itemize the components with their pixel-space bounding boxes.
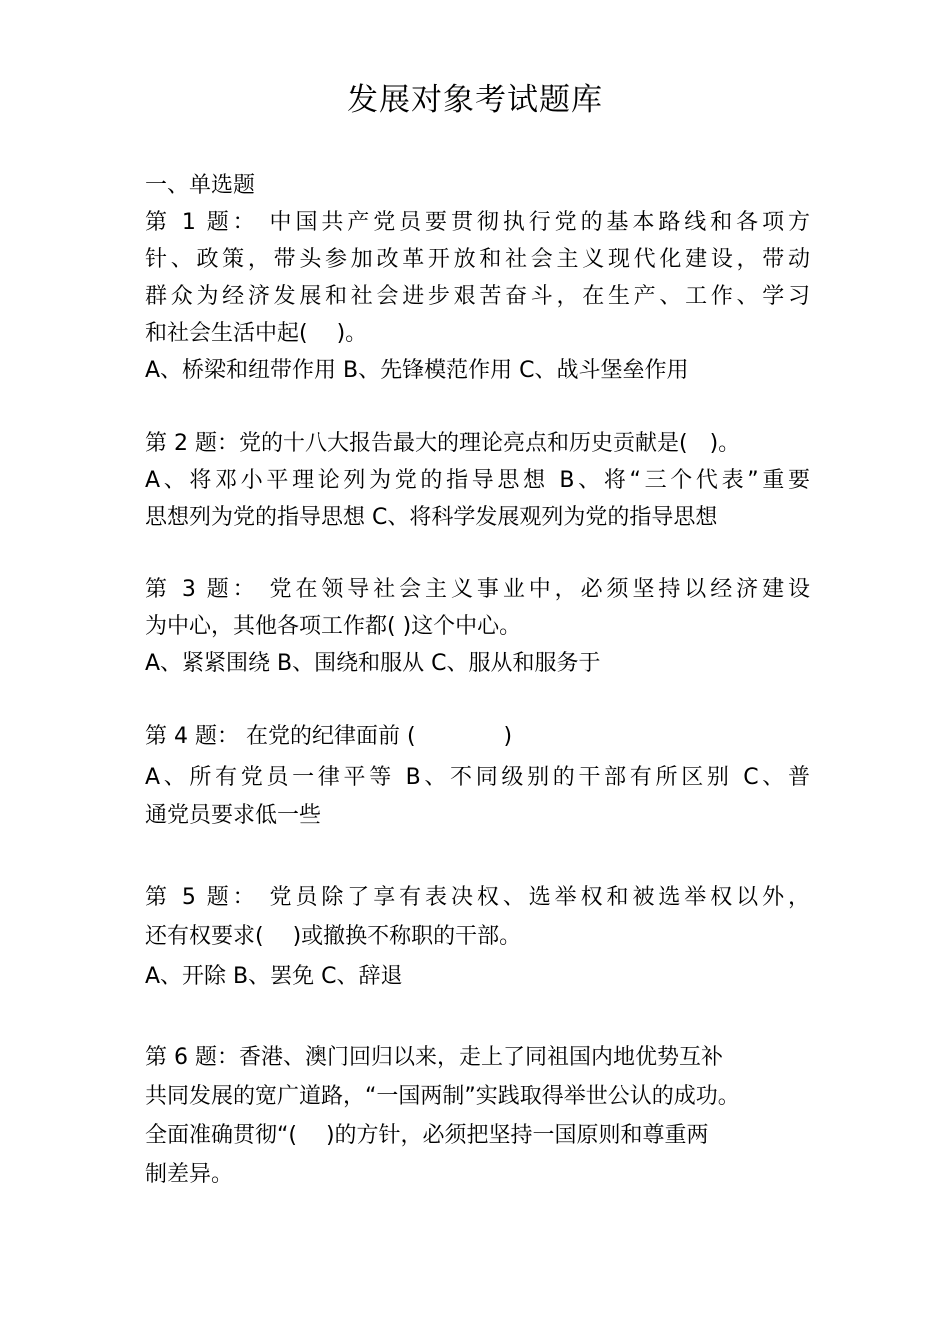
- question-6-line-2: 共同发展的宽广道路，“一国两制”实践取得举世公认的成功。: [145, 1084, 740, 1109]
- question-5-line-1: 第 5 题： 党员除了享有表决权、选举权和被选举权以外，: [145, 885, 810, 910]
- question-2-line-1: 第 2 题：党的十八大报告最大的理论亮点和历史贡献是( )。: [145, 431, 741, 456]
- question-1-line-4: 和社会生活中起( )。: [145, 321, 368, 346]
- question-3-options: A、紧紧围绕 B、围绕和服从 C、服从和服务于: [145, 651, 601, 676]
- question-5-options: A、开除 B、罢免 C、辞退: [145, 964, 403, 989]
- question-4-options-line-2: 通党员要求低一些: [145, 803, 322, 828]
- question-5-line-2: 还有权要求( )或撤换不称职的干部。: [145, 924, 522, 949]
- question-4-line-1: 第 4 题： 在党的纪律面前 ( ): [145, 724, 513, 749]
- question-3-line-2: 为中心，其他各项工作都( )这个中心。: [145, 614, 522, 639]
- question-1-line-2: 针、政策，带头参加改革开放和社会主义现代化建设，带动: [145, 247, 810, 272]
- question-1-options: A、桥梁和纽带作用 B、先锋模范作用 C、战斗堡垒作用: [145, 358, 689, 383]
- question-6-line-1: 第 6 题：香港、澳门回归以来，走上了同祖国内地优势互补: [145, 1045, 723, 1070]
- question-4-options-line-1: A、所有党员一律平等 B、不同级别的干部有所区别 C、普: [145, 765, 810, 790]
- question-2-options-line-1: A、将邓小平理论列为党的指导思想 B、将“三个代表”重要: [145, 468, 810, 493]
- question-3-line-1: 第 3 题： 党在领导社会主义事业中，必须坚持以经济建设: [145, 577, 810, 602]
- document-title: 发展对象考试题库: [347, 82, 603, 118]
- question-1-line-3: 群众为经济发展和社会进步艰苦奋斗，在生产、工作、学习: [145, 284, 810, 309]
- question-2-options-line-2: 思想列为党的指导思想 C、将科学发展观列为党的指导思想: [145, 505, 718, 530]
- question-1-line-1: 第 1 题： 中国共产党员要贯彻执行党的基本路线和各项方: [145, 210, 810, 235]
- section-heading: 一、单选题: [145, 173, 256, 198]
- question-6-line-3: 全面准确贯彻“( )的方针，必须把坚持一国原则和尊重两: [145, 1123, 709, 1148]
- question-6-line-4: 制差异。: [145, 1162, 234, 1187]
